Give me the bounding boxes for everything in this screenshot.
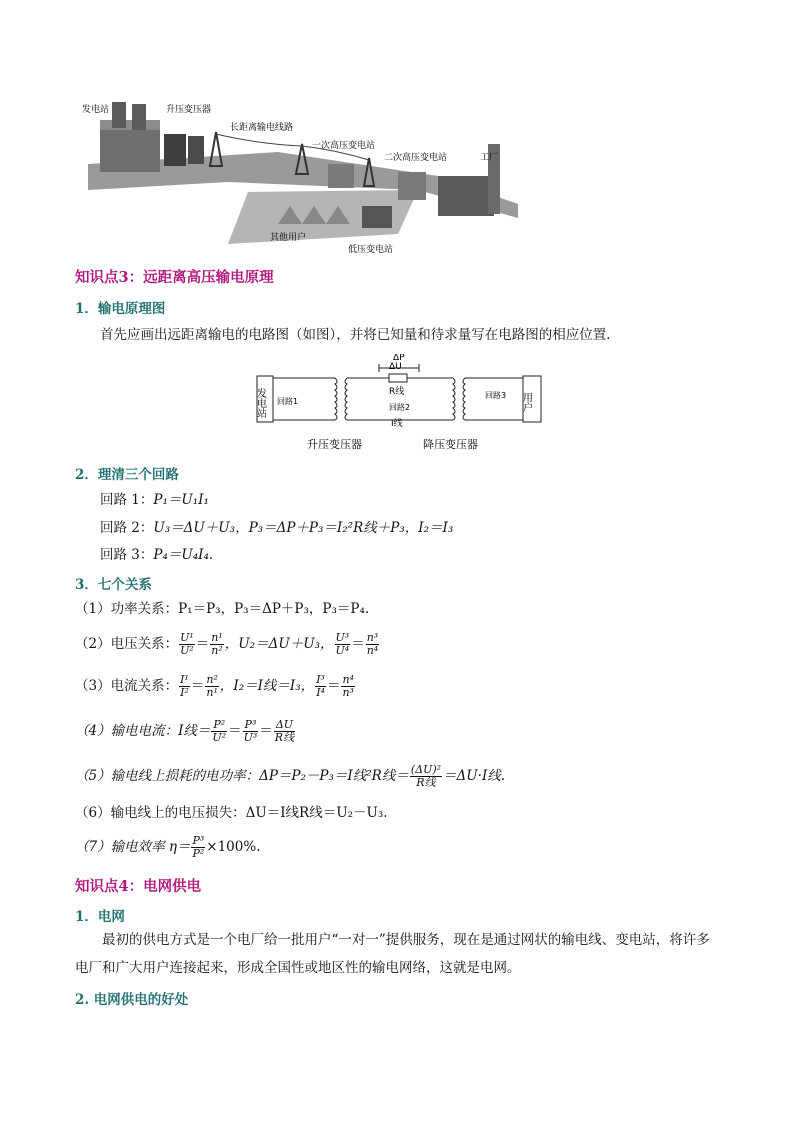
relation-2-mid: ，U₂＝ΔU＋U₃， (224, 636, 334, 652)
circuit-loop2: 回路2 (389, 403, 411, 412)
circuit-loop1: 回路1 (277, 397, 299, 406)
transmission-circuit-diagram (255, 354, 545, 454)
frac-n2-n1: $\frac{\text{n²}}{\text{n¹}}$ (206, 672, 218, 699)
relation-3-label: （3）电流关系： (75, 678, 179, 694)
loop2-formula: U₃＝ΔU＋U₃，P₃＝ΔP＋P₃＝I₂²R线＋P₃，I₂＝I₃ (153, 520, 454, 536)
kp3-s1-title: 1．输电原理图 (75, 301, 166, 317)
frac-i1-i2: $\frac{\text{I¹}}{\text{I²}}$ (180, 672, 189, 699)
loop2-line (100, 518, 453, 538)
circuit-right-box: 用户 (520, 392, 532, 412)
circuit-loop3: 回路3 (485, 391, 507, 400)
loop3-formula: P₄＝U₄I₄. (153, 547, 214, 563)
label-primary-substation: 一次高压变电站 (312, 141, 376, 151)
relation-5 (75, 758, 505, 794)
frac-p3-u3: $\frac{\text{P³}}{\text{U³}}$ (243, 717, 258, 744)
kp4-title: 知识点4：电网供电 (75, 878, 202, 895)
loop1-formula: P₁＝U₁I₁ (153, 492, 209, 508)
kp4-s2-title: 2. 电网供电的好处 (75, 992, 189, 1008)
label-power-station: 发电站 (82, 105, 110, 115)
loop3-line (100, 545, 213, 565)
label-factory: 工厂 (480, 153, 499, 163)
relation-7-label: （7）输电效率 η＝ (75, 839, 191, 855)
circuit-dP: ΔP (393, 354, 405, 363)
kp3-title: 知识点3：远距离高压输电原理 (75, 269, 274, 286)
relation-4: （4）输电电流：I线＝ $\frac{\text{P²}}{\text{U²}}$ ＝ $\frac{\text{P³}}{\text{U³}}$ ＝ $\frac{\Delta U}{\text{R线}}$ (75, 717, 295, 744)
relation-2-label: （2）电压关系： (75, 636, 179, 652)
circuit-dU: ΔU (389, 362, 402, 372)
circuit-I-line: I线 (391, 419, 403, 429)
kp3-s2-title: 2．理清三个回路 (75, 467, 179, 483)
frac-n1-n2: $\frac{\text{n¹}}{\text{n²}}$ (211, 630, 223, 657)
circuit-step-up-label: 升压变压器 (307, 438, 362, 451)
relation-1: （1）功率关系：P₁＝P₃，P₃＝ΔP＋P₃，P₃＝P₄. (75, 601, 370, 617)
frac-n3-n4: $\frac{\text{n³}}{\text{n⁴}}$ (366, 630, 379, 657)
loop1-line (100, 490, 209, 510)
circuit-R: R线 (389, 387, 405, 397)
kp4-s1-title: 1．电网 (75, 909, 125, 925)
frac-i3-i4: $\frac{\text{I³}}{\text{I⁴}}$ (316, 672, 325, 699)
power-grid-scene-illustration (78, 94, 518, 260)
relation-2: （2）电压关系： $\frac{\text{U¹}}{\text{U²}}$ ＝ $\frac{\text{n¹}}{\text{n²}}$ ，U₂＝ΔU＋U₃， $\frac{\text{U³}}{\text{U⁴}}$ ＝ $\frac{\text{n³}}{\text{n⁴}}$ (75, 630, 379, 657)
loop2-label: 回路 2： (100, 520, 154, 536)
kp4-s1-text: 最初的供电方式是一个电厂给一批用户“一对一”提供服务，现在是通过网状的输电线、变电站，将许多电厂和广大用户连接起来，形成全国性或地区性的输电网络，这就是电网。 (75, 932, 710, 976)
kp3-s3-title: 3．七个关系 (75, 577, 152, 593)
label-other-users: 其他用户 (270, 233, 307, 243)
relation-3-mid: ，I₂＝I线＝I₃， (219, 678, 315, 694)
circuit-step-down-label: 降压变压器 (423, 438, 478, 451)
label-secondary-substation: 二次高压变电站 (384, 153, 448, 163)
label-low-voltage-substation: 低压变电站 (348, 245, 394, 255)
relation-5-tail: ＝ΔU·I线. (443, 768, 506, 784)
label-long-distance-line: 长距离输电线路 (230, 123, 294, 133)
loop1-label: 回路 1： (100, 492, 154, 508)
relation-6: （6）输电线上的电压损失：ΔU＝I线R线＝U₂－U₃. (75, 805, 388, 821)
frac-u3-u4: $\frac{\text{U³}}{\text{U⁴}}$ (335, 630, 350, 657)
kp3-s1-text: 首先应画出远距离输电的电路图（如图），并将已知量和待求量写在电路图的相应位置． (100, 327, 620, 343)
relation-5-label: （5）输电线上损耗的电功率：ΔP＝P₂－P₃＝I线²R线＝ (75, 768, 409, 784)
frac-du2-r: $\frac{\text{(ΔU)²}}{\text{R线}}$ (410, 762, 442, 789)
frac-p2-u2: $\frac{\text{P²}}{\text{U²}}$ (212, 717, 227, 744)
loop3-label: 回路 3： (100, 547, 154, 563)
frac-du-r: $\frac{\Delta U}{\text{R线}}$ (274, 717, 295, 744)
frac-p3-p2: $\frac{\text{P³}}{\text{P²}}$ (192, 833, 205, 860)
frac-n4-n3: $\frac{\text{n⁴}}{\text{n³}}$ (342, 672, 354, 699)
frac-u1-u2: $\frac{\text{U¹}}{\text{U²}}$ (180, 630, 194, 657)
relation-7-tail: ×100%. (206, 839, 261, 855)
relation-3: （3）电流关系： $\frac{\text{I¹}}{\text{I²}}$ ＝ $\frac{\text{n²}}{\text{n¹}}$ ，I₂＝I线＝I₃， $\frac{\text{I³}}{\text{I⁴}}$ ＝ $\frac{\text{n⁴}}{\text{n³}}$ (75, 672, 354, 699)
relation-4-label: （4）输电电流：I线＝ (75, 723, 211, 739)
relation-7 (75, 830, 260, 864)
circuit-left-box: 发电站 (255, 388, 266, 418)
label-step-up-transformer: 升压变压器 (166, 105, 212, 115)
